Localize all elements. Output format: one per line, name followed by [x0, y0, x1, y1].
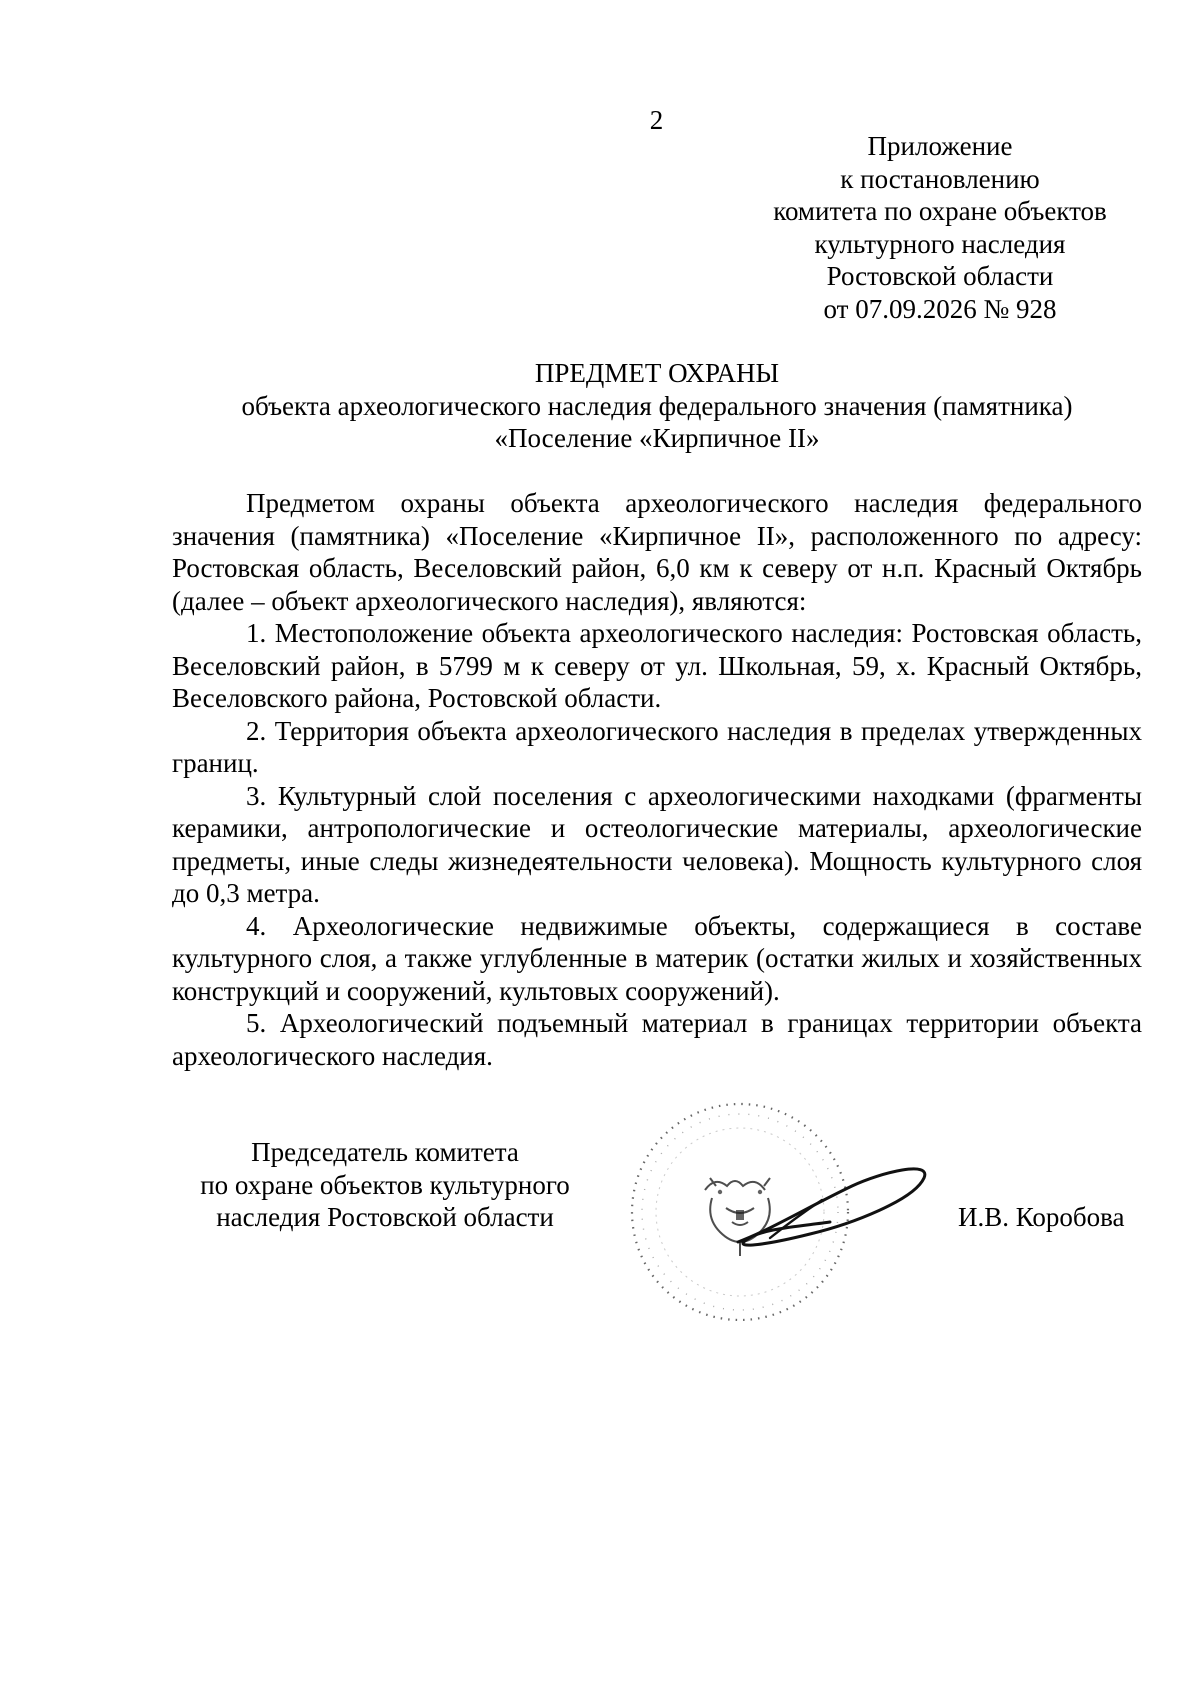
appendix-line: к постановлению — [840, 163, 1040, 194]
list-item: 4. Археологические недвижимые объекты, содержащиеся в составе культурного слоя, а также углубленные в материк (остатки жилых и хозяйственных конструкций и сооружений, культовых сооружений). — [172, 910, 1142, 1006]
signatory-name: И.В. Коробова — [958, 1202, 1125, 1232]
appendix-line: Ростовской области — [826, 261, 1054, 291]
list-item: 3. Культурный слой поселения с археологическими находками (фрагменты керамики, антропологические и остеологические материалы, археологические предметы, иные следы жизнедеятельности человека). Мощность культурного слоя до 0,3 метра. — [172, 780, 1142, 908]
handwritten-signature-icon — [620, 1090, 940, 1330]
signatory-position-line: по охране объектов культурного — [200, 1169, 570, 1200]
signatory-position-line: наследия Ростовской области — [216, 1202, 554, 1232]
appendix-line: от 07.09.2026 № 928 — [823, 293, 1057, 324]
stamp-and-signature — [620, 1090, 940, 1330]
document-body — [172, 487, 1142, 1072]
title-object-name: «Поселение «Кирпичное II» — [494, 423, 820, 453]
title-heading: ПРЕДМЕТ ОХРАНЫ — [534, 358, 780, 388]
appendix-line: культурного наследия — [814, 228, 1066, 259]
appendix-header — [740, 130, 1140, 325]
page-number: 2 — [649, 105, 664, 135]
signatory-position — [175, 1136, 595, 1234]
list-item: 5. Археологический подъемный материал в границах территории объекта археологического наследия. — [172, 1008, 1142, 1071]
list-item: 2. Территория объекта археологического наследия в пределах утвержденных границ. — [172, 715, 1142, 778]
document-title — [172, 357, 1142, 455]
list-item: 1. Местоположение объекта археологического наследия: Ростовская область, Веселовский район, в 5799 м к северу от ул. Школьная, 59, х. Красный Октябрь, Веселовского района, Ростовской области. — [172, 618, 1142, 713]
title-subtitle: объекта археологического наследия федерального значения (памятника) — [241, 390, 1073, 421]
appendix-line: комитета по охране объектов — [773, 196, 1107, 226]
signatory-position-line: Председатель комитета — [251, 1137, 519, 1167]
appendix-line: Приложение — [867, 131, 1013, 161]
intro-paragraph: Предметом охраны объекта археологического наследия федерального значения (памятника) «Поселение «Кирпичное II», расположенного по адресу: Ростовская область, Веселовский район, 6,0 км к северу от н.п. Красный Октябрь (далее – объект археологического наследия), являются: — [172, 488, 1142, 616]
